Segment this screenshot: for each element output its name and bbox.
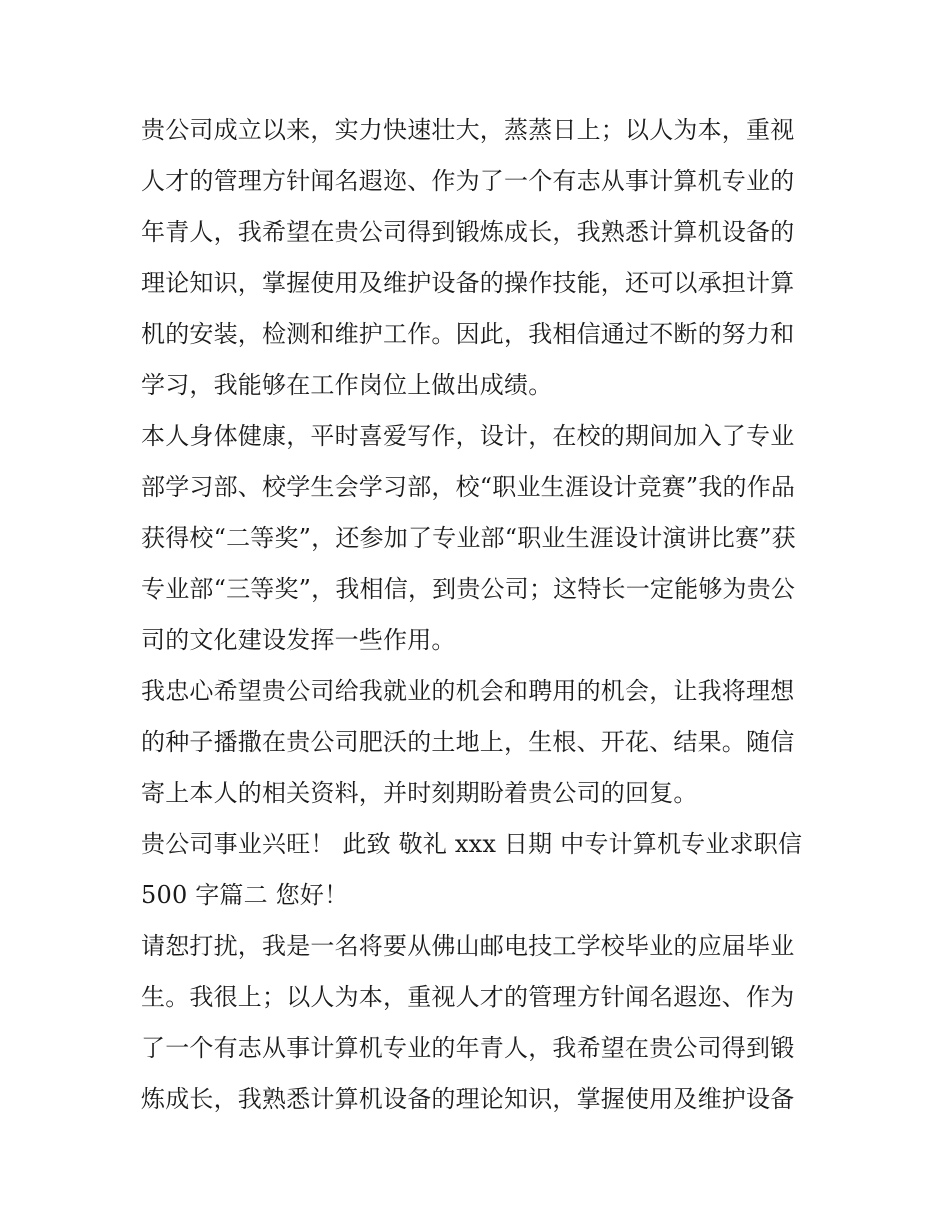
text-line: 我忠心希望贵公司给我就业的机会和聘用的机会，让我将理想 bbox=[141, 677, 795, 705]
text-line: 生。我很上；以人为本，重视人才的管理方针闻名遐迩、作为 bbox=[141, 983, 795, 1011]
text-line: 人才的管理方针闻名遐迩、作为了一个有志从事计算机专业的 bbox=[141, 167, 795, 195]
text-line: 贵公司成立以来，实力快速壮大，蒸蒸日上；以人为本，重视 bbox=[141, 116, 795, 144]
text-line: 学习，我能够在工作岗位上做出成绩。 bbox=[141, 371, 553, 399]
text-line: 500 字篇二 您好！ bbox=[141, 881, 349, 909]
text-line: 年青人，我希望在贵公司得到锻炼成长，我熟悉计算机设备的 bbox=[141, 218, 795, 246]
text-line: 了一个有志从事计算机专业的年青人，我希望在贵公司得到锻 bbox=[141, 1034, 795, 1062]
text-line: 机的安装，检测和维护工作。因此，我相信通过不断的努力和 bbox=[141, 320, 795, 348]
text-line: 炼成长，我熟悉计算机设备的理论知识，掌握使用及维护设备 bbox=[141, 1085, 795, 1113]
text-line: 获得校“二等奖”，还参加了专业部“职业生涯设计演讲比赛”获 bbox=[141, 524, 796, 552]
text-line: 寄上本人的相关资料，并时刻期盼着贵公司的回复。 bbox=[141, 779, 698, 807]
text-line: 理论知识，掌握使用及维护设备的操作技能，还可以承担计算 bbox=[141, 269, 795, 297]
text-line: 专业部“三等奖”，我相信，到贵公司；这特长一定能够为贵公 bbox=[141, 575, 796, 603]
text-line: 请恕打扰，我是一名将要从佛山邮电技工学校毕业的应届毕业 bbox=[141, 932, 795, 960]
text-line: 的种子播撒在贵公司肥沃的土地上，生根、开花、结果。随信 bbox=[141, 728, 795, 756]
text-line: 本人身体健康，平时喜爱写作，设计，在校的期间加入了专业 bbox=[141, 422, 795, 450]
text-line: 司的文化建设发挥一些作用。 bbox=[141, 626, 456, 654]
text-line: 部学习部、校学生会学习部，校“职业生涯设计竞赛”我的作品 bbox=[141, 473, 796, 501]
text-line: 贵公司事业兴旺！ 此致 敬礼 xxx 日期 中专计算机专业求职信 bbox=[141, 830, 803, 858]
